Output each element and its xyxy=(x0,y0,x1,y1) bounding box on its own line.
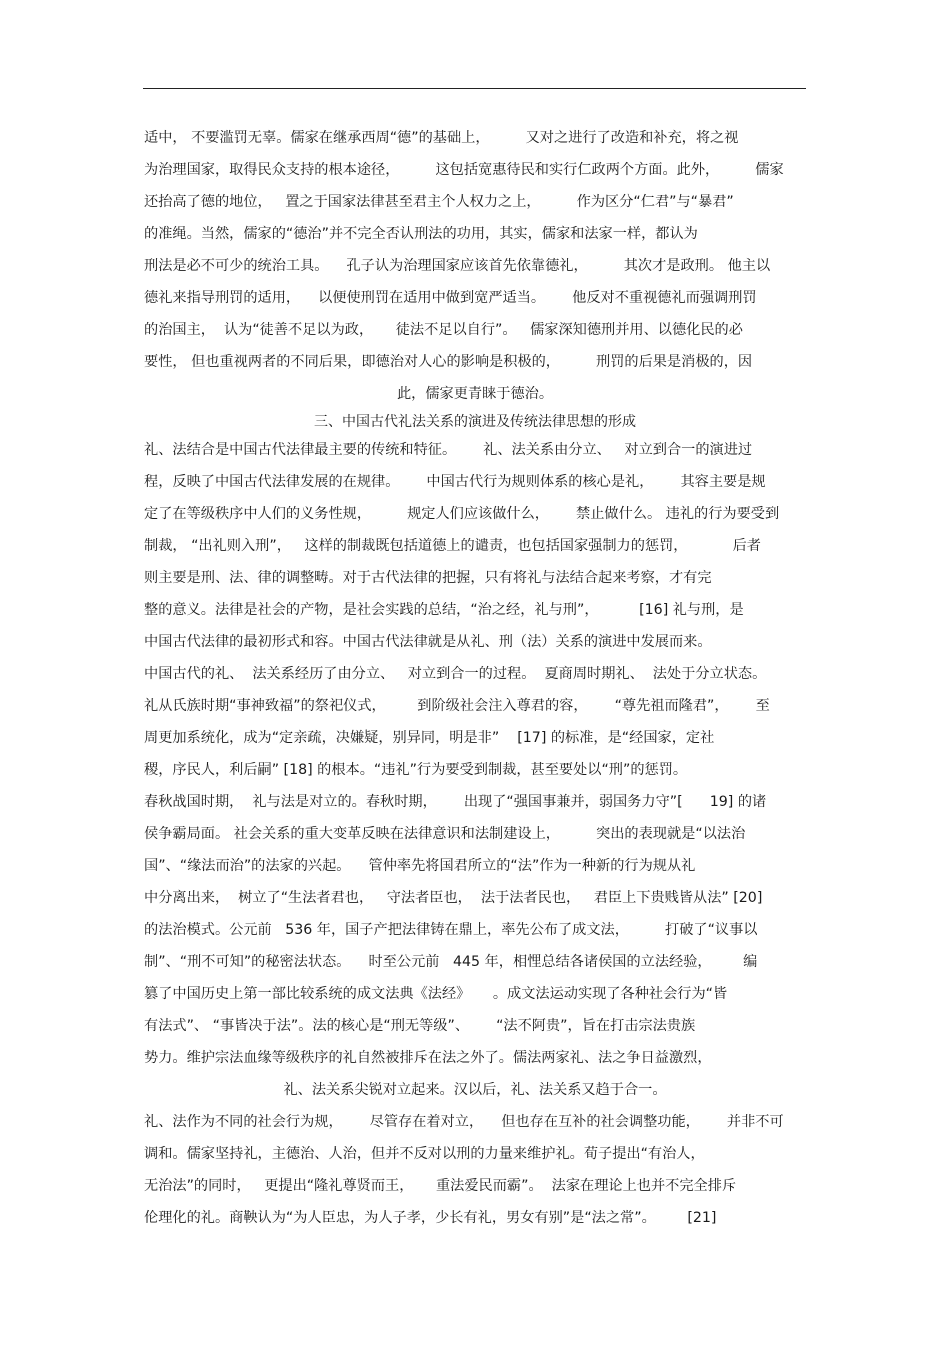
text-line: 春秋战国时期， 礼与法是对立的。春秋时期， 出现了“强国事兼并，弱国务力守”[ 19] 的诸 xyxy=(144,794,767,810)
text-line: 侯争霸局面。 社会关系的重大变革反映在法律意识和法制建设上， 突出的表现就是“以法治 xyxy=(144,826,746,842)
text-line: 国”、“缘法而治”的法家的兴起。 管仲率先将国君所立的“法”作为一种新的行为规从礼 xyxy=(144,858,696,874)
text-line: 调和。儒家坚持礼，主德治、人治，但并不反对以刑的力量来维护礼。荀子提出“有治人， xyxy=(144,1146,705,1162)
text-line: 中国古代的礼、 法关系经历了由分立、 对立到合一的过程。 夏商周时期礼、 法处于分立状态。 xyxy=(144,666,767,682)
text-line: 礼、法关系尖锐对立起来。汉以后，礼、法关系又趋于合一。 xyxy=(283,1082,667,1098)
text-line: 为治理国家，取得民众支持的根本途径， 这包括宽惠待民和实行仁政两个方面。此外， 儒家 xyxy=(144,162,784,178)
section-heading: 三、中国古代礼法关系的演进及传统法律思想的形成 xyxy=(314,414,636,430)
header-rule xyxy=(143,88,806,89)
text-line: 的治国主， 认为“徒善不足以为政， 徒法不足以自行”。 儒家深知德刑并用、以德化民的必 xyxy=(144,322,743,338)
text-line: 礼、法结合是中国古代法律最主要的传统和特征。 礼、法关系由分立、 对立到合一的演进过 xyxy=(144,442,753,458)
text-line: 此，儒家更青睐于德治。 xyxy=(396,386,554,402)
text-line: 德礼来指导刑罚的适用， 以便使刑罚在适用中做到宽严适当。 他反对不重视德礼而强调刑罚 xyxy=(144,290,757,306)
text-line: 适中， 不要滥罚无辜。儒家在继承西周“德”的基础上， 又对之进行了改造和补充，将之视 xyxy=(144,130,739,146)
text-line: 的准绳。当然，儒家的“德治”并不完全否认刑法的功用，其实，儒家和法家一样，都认为 xyxy=(144,226,698,242)
text-line: 的法治模式。公元前 536 年，国子产把法律铸在鼎上，率先公布了成文法， 打破了“议事以 xyxy=(144,922,758,938)
text-line: 伦理化的礼。商鞅认为“为人臣忠，为人子孝，少长有礼，男女有别”是“法之常”。 [21] xyxy=(144,1210,717,1226)
text-line: 中国古代法律的最初形式和容。中国古代法律就是从礼、刑（法）关系的演进中发展而来。 xyxy=(144,634,712,650)
text-line: 整的意义。法律是社会的产物，是社会实践的总结，“治之经，礼与刑”， [16] 礼与刑，是 xyxy=(144,602,744,618)
text-line: 制裁， “出礼则入刑”， 这样的制裁既包括道德上的谴责，也包括国家强制力的惩罚， 后者 xyxy=(144,538,761,554)
text-line: 礼、法作为不同的社会行为规， 尽管存在着对立， 但也存在互补的社会调整功能， 并非不可 xyxy=(144,1114,784,1130)
text-line: 定了在等级秩序中人们的义务性规， 规定人们应该做什么， 禁止做什么。 违礼的行为要受到 xyxy=(144,506,780,522)
text-line: 周更加系统化，成为“定亲疏，决嫌疑，别异同，明是非” [17] 的标准，是“经国家，定社 xyxy=(144,730,715,746)
text-line: 势力。维护宗法血缘等级秩序的礼自然被排斥在法之外了。儒法两家礼、法之争日益激烈， xyxy=(144,1050,712,1066)
text-line: 程，反映了中国古代法律发展的在规律。 中国古代行为规则体系的核心是礼， 其容主要是规 xyxy=(144,474,766,490)
text-line: 要性， 但也重视两者的不同后果，即德治对人心的影响是积极的， 刑罚的后果是消极的，因 xyxy=(144,354,753,370)
text-line: 刑法是必不可少的统治工具。 孔子认为治理国家应该首先依靠德礼， 其次才是政刑。 他主以 xyxy=(144,258,771,274)
text-line: 有法式”、 “事皆决于法”。法的核心是“刑无等级”、 “法不阿贵”，旨在打击宗法贵族 xyxy=(144,1018,696,1034)
text-line: 中分离出来， 树立了“生法者君也， 守法者臣也， 法于法者民也， 君臣上下贵贱皆从法” [20] xyxy=(144,890,763,906)
text-line: 还抬高了德的地位， 置之于国家法律甚至君主个人权力之上， 作为区分“仁君”与“暴君” xyxy=(144,194,734,210)
text-line: 无治法”的同时， 更提出“隆礼尊贤而王， 重法爱民而霸”。 法家在理论上也并不完全排斥 xyxy=(144,1178,737,1194)
text-line: 稷，序民人，利后嗣” [18] 的根本。“违礼”行为要受到制裁，甚至要处以“刑”的惩罚。 xyxy=(144,762,688,778)
text-line: 则主要是刑、法、律的调整畴。对于古代法律的把握，只有将礼与法结合起来考察，才有完 xyxy=(144,570,712,586)
text-line: 篡了中国历史上第一部比较系统的成文法典《法经》 。成文法运动实现了各种社会行为“皆 xyxy=(144,986,728,1002)
text-line: 礼从氏族时期“事神致福”的祭祀仪式， 到阶级社会注入尊君的容， “尊先祖而隆君”， 至 xyxy=(144,698,770,714)
text-line: 制”、“刑不可知”的秘密法状态。 时至公元前 445 年，相悝总结各诸侯国的立法经验， 编 xyxy=(144,954,758,970)
